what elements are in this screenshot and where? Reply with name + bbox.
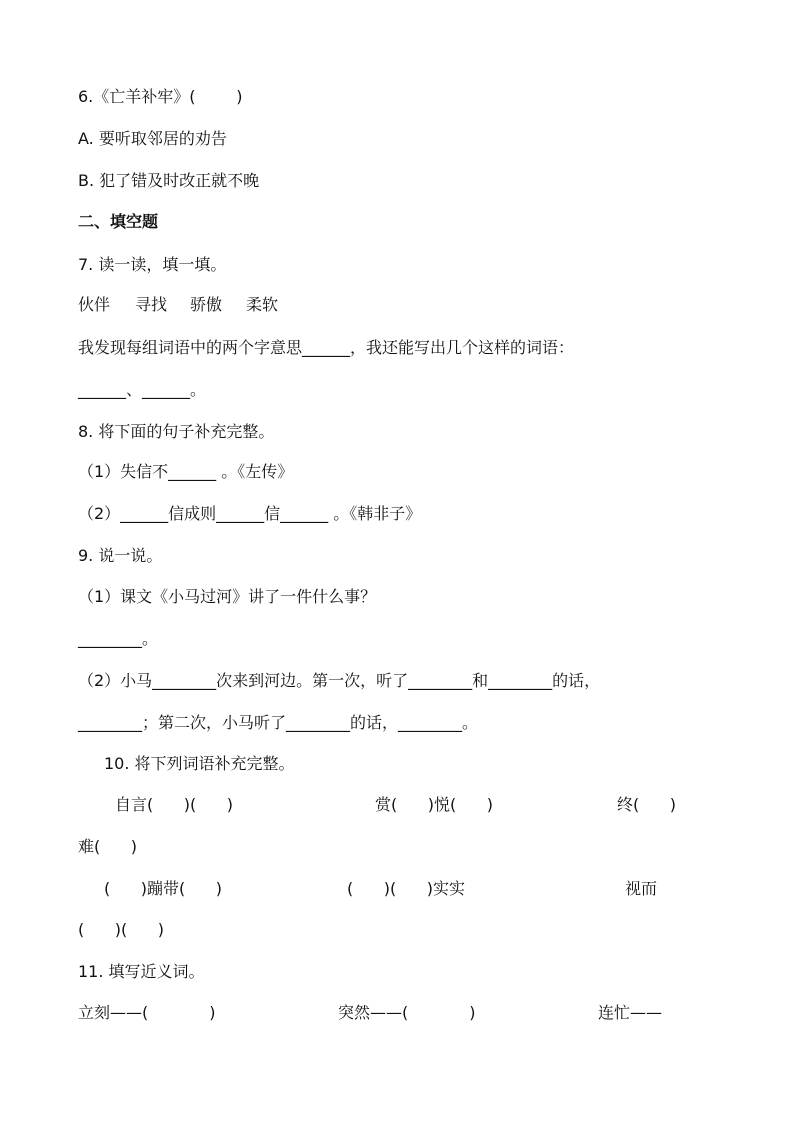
q7-word-3: 骄傲 xyxy=(190,295,223,314)
q8-stem: 8. 将下面的句子补充完整。 xyxy=(78,422,275,441)
q10-row1-item-3: 终( ) xyxy=(617,795,677,814)
q11-item-3: 连忙—— xyxy=(598,1003,663,1022)
q10-row1-item-2: 赏( )悦( ) xyxy=(375,795,494,814)
q10-row1-item-1: 自言( )( ) xyxy=(115,795,234,814)
section-title-fill-blank: 二、填空题 xyxy=(78,212,159,231)
q10-row2-wrap: ( )( ) xyxy=(78,920,164,939)
q11-item-1: 立刻——( ) xyxy=(78,1003,216,1022)
q7-line-1: 我发现每组词语中的两个字意思______，我还能写出几个这样的词语： xyxy=(78,338,575,357)
q6-option-b: B. 犯了错及时改正就不晚 xyxy=(78,171,260,190)
q10-row1-wrap: 难( ) xyxy=(78,837,138,856)
q9-item-2-line-1: （2）小马________次来到河边。第一次，听了________和________的话， xyxy=(78,671,601,690)
q10-row2-item-1: ( )蹦带( ) xyxy=(104,879,223,898)
q10-stem: 10. 将下列词语补充完整。 xyxy=(104,754,295,773)
q11-item-2: 突然——( ) xyxy=(338,1003,476,1022)
q9-answer-1: ________。 xyxy=(78,629,159,648)
q9-item-2-line-2: ________；第二次，小马听了________的话，________。 xyxy=(78,713,479,732)
q11-stem: 11. 填写近义词。 xyxy=(78,962,205,981)
q7-line-2: ______、______。 xyxy=(78,380,207,399)
q10-row2-item-2: ( )( )实实 xyxy=(347,879,466,898)
q8-item-2: （2）______信成则______信______ 。《韩非子》 xyxy=(78,504,422,523)
q7-word-4: 柔软 xyxy=(246,295,279,314)
q7-word-2: 寻找 xyxy=(135,295,168,314)
q9-item-1: （1）课文《小马过河》讲了一件什么事？ xyxy=(78,587,377,606)
q6-option-a: A. 要听取邻居的劝告 xyxy=(78,129,227,148)
q8-item-1: （1）失信不______ 。《左传》 xyxy=(78,462,294,481)
q6-stem: 6.《亡羊补牢》( ) xyxy=(78,87,243,106)
q10-row2-item-3: 视而 xyxy=(625,879,658,898)
q9-stem: 9. 说一说。 xyxy=(78,546,163,565)
q7-word-1: 伙伴 xyxy=(78,295,111,314)
q7-stem: 7. 读一读，填一填。 xyxy=(78,255,227,274)
